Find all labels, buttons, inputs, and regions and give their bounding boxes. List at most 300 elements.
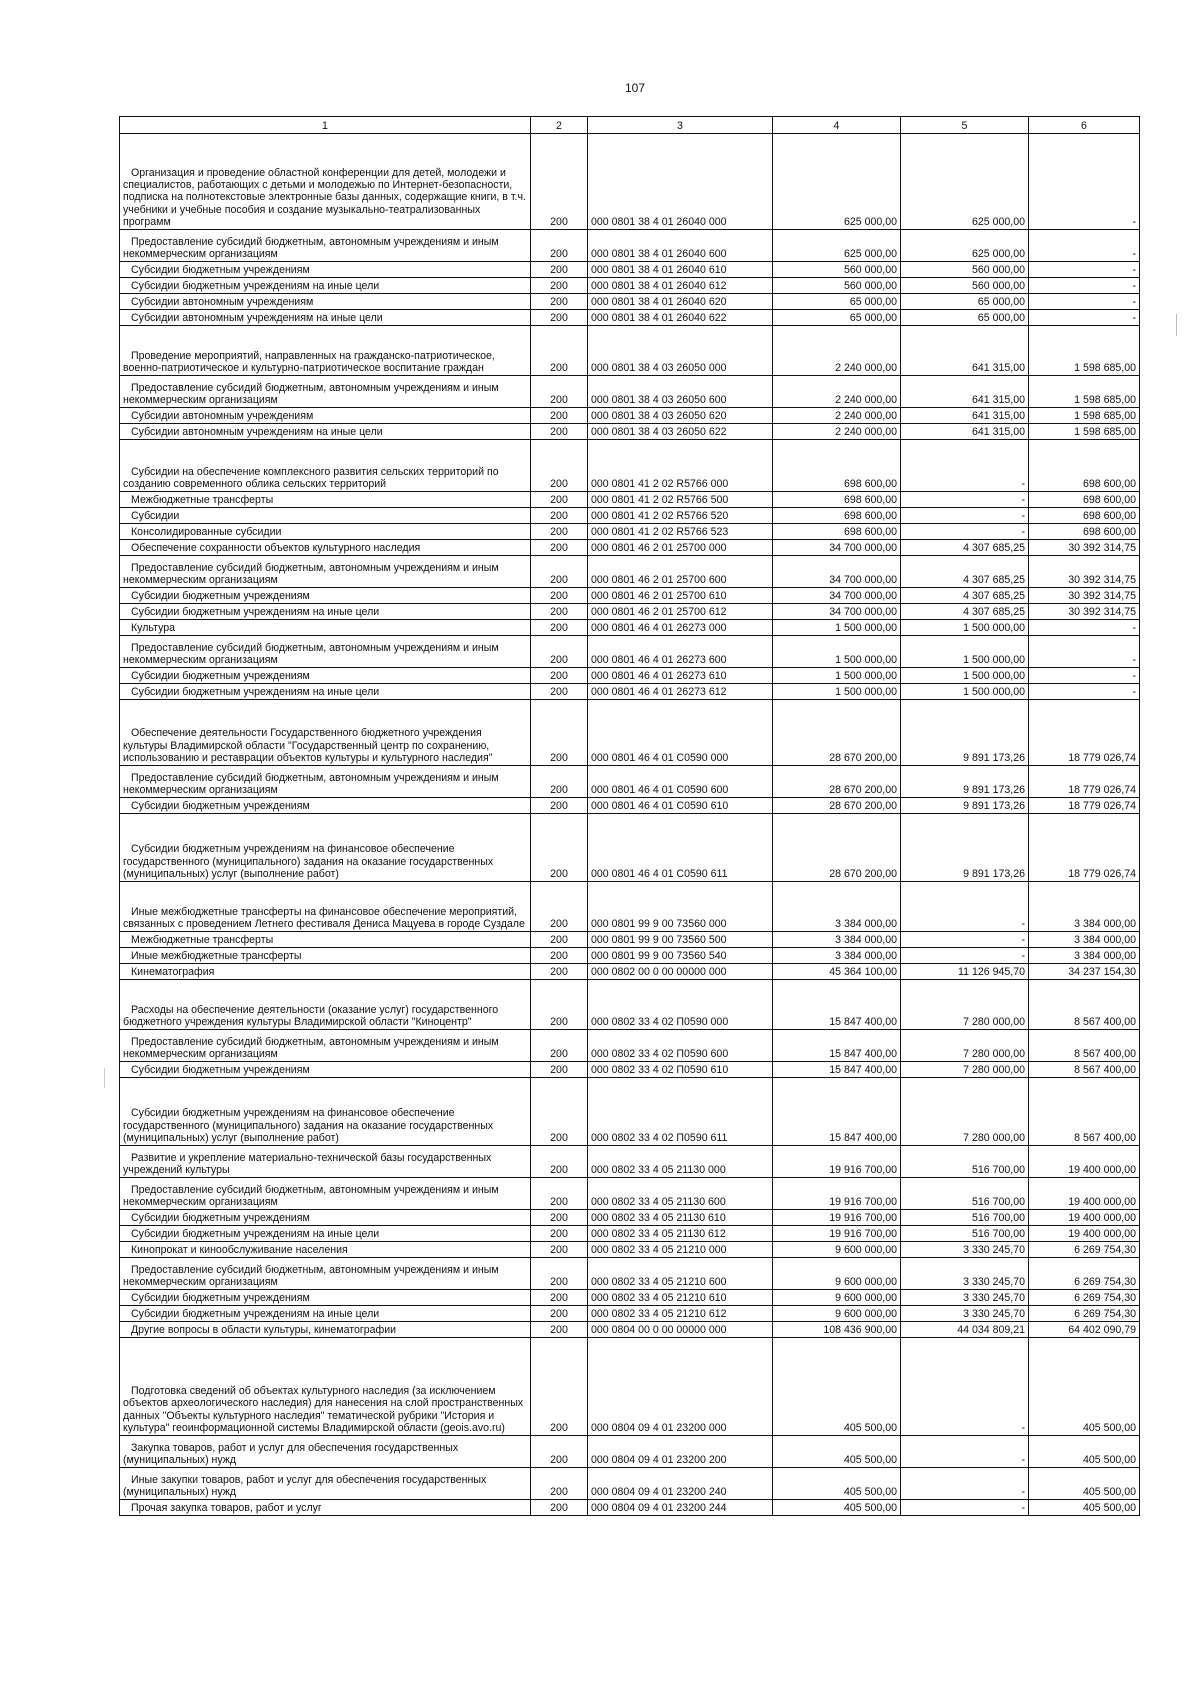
- row-name-cell: Субсидии бюджетным учреждениям: [120, 798, 531, 814]
- row-value-col4-cell: 698 600,00: [773, 492, 901, 508]
- row-classification-code-cell: 000 0801 46 4 01 26273 600: [588, 636, 773, 668]
- row-value-col4-cell: 405 500,00: [773, 1436, 901, 1468]
- row-value-col4-cell: 405 500,00: [773, 1468, 901, 1500]
- row-value-col5-cell: 641 315,00: [901, 408, 1029, 424]
- row-value-col5-cell: 516 700,00: [901, 1210, 1029, 1226]
- table-row: [120, 524, 1140, 540]
- row-value-col5-cell: 11 126 945,70: [901, 964, 1029, 980]
- row-value-col5-cell: 9 891 173,26: [901, 700, 1029, 766]
- table-row: [120, 798, 1140, 814]
- row-name-cell: Кинематография: [120, 964, 531, 980]
- row-classification-code-cell: 000 0801 38 4 01 26040 610: [588, 262, 773, 278]
- row-classification-code-cell: 000 0801 41 2 02 R5766 520: [588, 508, 773, 524]
- row-value-col6-cell: 30 392 314,75: [1029, 556, 1140, 588]
- row-value-col5-cell: 3 330 245,70: [901, 1242, 1029, 1258]
- row-value-col4-cell: 698 600,00: [773, 524, 901, 540]
- row-value-col5-cell: 65 000,00: [901, 294, 1029, 310]
- row-classification-code-cell: 000 0801 41 2 02 R5766 500: [588, 492, 773, 508]
- row-value-col5-cell: 560 000,00: [901, 262, 1029, 278]
- table-row: [120, 1338, 1140, 1436]
- row-classification-code-cell: 000 0801 46 4 01 С0590 611: [588, 814, 773, 882]
- row-name-cell: Расходы на обеспечение деятельности (оказание услуг) государственного бюджетного учреждения культуры Владимирской области "Киноцентр": [120, 980, 531, 1030]
- row-name-cell: Другие вопросы в области культуры, кинематографии: [120, 1322, 531, 1338]
- row-classification-code-cell: 000 0801 38 4 01 26040 620: [588, 294, 773, 310]
- row-code-cell: 200: [531, 134, 588, 230]
- row-value-col4-cell: 19 916 700,00: [773, 1178, 901, 1210]
- row-name-cell: Обеспечение сохранности объектов культурного наследия: [120, 540, 531, 556]
- row-value-col5-cell: 641 315,00: [901, 376, 1029, 408]
- row-value-col4-cell: 560 000,00: [773, 262, 901, 278]
- row-classification-code-cell: 000 0801 38 4 01 26040 612: [588, 278, 773, 294]
- row-name-cell: Субсидии автономным учреждениям: [120, 408, 531, 424]
- row-value-col5-cell: 7 280 000,00: [901, 1078, 1029, 1146]
- row-value-col4-cell: 15 847 400,00: [773, 1030, 901, 1062]
- row-code-cell: 200: [531, 524, 588, 540]
- table-row: [120, 1306, 1140, 1322]
- row-value-col6-cell: 405 500,00: [1029, 1500, 1140, 1516]
- row-classification-code-cell: 000 0802 33 4 05 21130 612: [588, 1226, 773, 1242]
- table-row: [120, 424, 1140, 440]
- row-classification-code-cell: 000 0801 38 4 01 26040 600: [588, 230, 773, 262]
- row-name-cell: Субсидии бюджетным учреждениям: [120, 1062, 531, 1078]
- row-value-col4-cell: 698 600,00: [773, 440, 901, 492]
- row-name-cell: Субсидии бюджетным учреждениям на иные цели: [120, 604, 531, 620]
- table-row: [120, 294, 1140, 310]
- row-classification-code-cell: 000 0804 09 4 01 23200 244: [588, 1500, 773, 1516]
- row-classification-code-cell: 000 0801 46 4 01 С0590 000: [588, 700, 773, 766]
- row-value-col6-cell: 19 400 000,00: [1029, 1178, 1140, 1210]
- row-classification-code-cell: 000 0801 46 2 01 25700 600: [588, 556, 773, 588]
- row-value-col6-cell: 405 500,00: [1029, 1468, 1140, 1500]
- table-header-row: [120, 117, 1140, 134]
- row-code-cell: 200: [531, 1290, 588, 1306]
- row-code-cell: 200: [531, 814, 588, 882]
- row-classification-code-cell: 000 0801 46 2 01 25700 000: [588, 540, 773, 556]
- row-value-col4-cell: 28 670 200,00: [773, 700, 901, 766]
- row-value-col5-cell: 516 700,00: [901, 1226, 1029, 1242]
- row-value-col5-cell: 3 330 245,70: [901, 1306, 1029, 1322]
- table-row: [120, 310, 1140, 326]
- row-value-col4-cell: 625 000,00: [773, 134, 901, 230]
- scan-mark: [104, 1068, 105, 1088]
- row-name-cell: Иные межбюджетные трансферты на финансовое обеспечение мероприятий, связанных с проведением Летнего фестиваля Дениса Мацуева в городе Суздале: [120, 882, 531, 932]
- row-value-col5-cell: 516 700,00: [901, 1146, 1029, 1178]
- table-row: [120, 1062, 1140, 1078]
- scan-mark: [1176, 314, 1177, 336]
- table-row: [120, 1436, 1140, 1468]
- row-name-cell: Предоставление субсидий бюджетным, автономным учреждениям и иным некоммерческим организациям: [120, 556, 531, 588]
- row-value-col5-cell: 44 034 809,21: [901, 1322, 1029, 1338]
- row-classification-code-cell: 000 0802 33 4 05 21210 612: [588, 1306, 773, 1322]
- row-code-cell: 200: [531, 1468, 588, 1500]
- row-code-cell: 200: [531, 508, 588, 524]
- table-row: [120, 134, 1140, 230]
- row-value-col6-cell: 34 237 154,30: [1029, 964, 1140, 980]
- row-value-col4-cell: 19 916 700,00: [773, 1226, 901, 1242]
- row-code-cell: 200: [531, 636, 588, 668]
- row-classification-code-cell: 000 0801 46 4 01 26273 610: [588, 668, 773, 684]
- header-col-5: 5: [901, 117, 1029, 134]
- row-code-cell: 200: [531, 1258, 588, 1290]
- row-code-cell: 200: [531, 440, 588, 492]
- row-value-col6-cell: -: [1029, 668, 1140, 684]
- row-value-col5-cell: 1 500 000,00: [901, 668, 1029, 684]
- row-value-col4-cell: 2 240 000,00: [773, 424, 901, 440]
- row-value-col4-cell: 405 500,00: [773, 1338, 901, 1436]
- row-value-col6-cell: -: [1029, 134, 1140, 230]
- row-name-cell: Предоставление субсидий бюджетным, автономным учреждениям и иным некоммерческим организациям: [120, 1258, 531, 1290]
- row-name-cell: Субсидии бюджетным учреждениям: [120, 668, 531, 684]
- row-classification-code-cell: 000 0802 33 4 02 П0590 600: [588, 1030, 773, 1062]
- row-value-col5-cell: 9 891 173,26: [901, 798, 1029, 814]
- row-code-cell: 200: [531, 668, 588, 684]
- row-code-cell: 200: [531, 408, 588, 424]
- row-value-col5-cell: -: [901, 882, 1029, 932]
- row-value-col5-cell: -: [901, 440, 1029, 492]
- row-code-cell: 200: [531, 556, 588, 588]
- table-row: [120, 440, 1140, 492]
- row-value-col5-cell: -: [901, 1468, 1029, 1500]
- row-code-cell: 200: [531, 1338, 588, 1436]
- row-value-col4-cell: 108 436 900,00: [773, 1322, 901, 1338]
- row-value-col5-cell: 516 700,00: [901, 1178, 1029, 1210]
- row-name-cell: Субсидии бюджетным учреждениям: [120, 1290, 531, 1306]
- row-name-cell: Предоставление субсидий бюджетным, автономным учреждениям и иным некоммерческим организациям: [120, 636, 531, 668]
- row-value-col6-cell: -: [1029, 262, 1140, 278]
- row-classification-code-cell: 000 0801 41 2 02 R5766 523: [588, 524, 773, 540]
- row-code-cell: 200: [531, 964, 588, 980]
- header-col-6: 6: [1029, 117, 1140, 134]
- row-value-col4-cell: 1 500 000,00: [773, 620, 901, 636]
- table-row: [120, 948, 1140, 964]
- row-name-cell: Обеспечение деятельности Государственного бюджетного учреждения культуры Владимирской области "Государственный центр по сохранению, использованию и реставрации объектов культуры и культурного наследия": [120, 700, 531, 766]
- row-name-cell: Межбюджетные трансферты: [120, 932, 531, 948]
- table-row: [120, 814, 1140, 882]
- header-col-1: 1: [120, 117, 531, 134]
- row-value-col6-cell: 3 384 000,00: [1029, 948, 1140, 964]
- row-value-col6-cell: -: [1029, 310, 1140, 326]
- header-col-2: 2: [531, 117, 588, 134]
- row-classification-code-cell: 000 0804 09 4 01 23200 200: [588, 1436, 773, 1468]
- table-row: [120, 376, 1140, 408]
- row-name-cell: Предоставление субсидий бюджетным, автономным учреждениям и иным некоммерческим организациям: [120, 1178, 531, 1210]
- row-name-cell: Предоставление субсидий бюджетным, автономным учреждениям и иным некоммерческим организациям: [120, 766, 531, 798]
- row-classification-code-cell: 000 0802 33 4 05 21210 610: [588, 1290, 773, 1306]
- row-classification-code-cell: 000 0801 38 4 03 26050 622: [588, 424, 773, 440]
- row-value-col4-cell: 3 384 000,00: [773, 932, 901, 948]
- row-name-cell: Субсидии автономным учреждениям на иные цели: [120, 310, 531, 326]
- row-value-col4-cell: 65 000,00: [773, 294, 901, 310]
- table-row: [120, 1178, 1140, 1210]
- row-code-cell: 200: [531, 1210, 588, 1226]
- table-row: [120, 1226, 1140, 1242]
- row-value-col6-cell: -: [1029, 278, 1140, 294]
- row-value-col6-cell: 3 384 000,00: [1029, 932, 1140, 948]
- row-classification-code-cell: 000 0802 33 4 05 21130 600: [588, 1178, 773, 1210]
- row-value-col6-cell: -: [1029, 230, 1140, 262]
- row-classification-code-cell: 000 0801 38 4 01 26040 000: [588, 134, 773, 230]
- row-value-col6-cell: 6 269 754,30: [1029, 1258, 1140, 1290]
- row-classification-code-cell: 000 0801 46 4 01 26273 612: [588, 684, 773, 700]
- row-classification-code-cell: 000 0801 46 2 01 25700 612: [588, 604, 773, 620]
- row-value-col5-cell: 9 891 173,26: [901, 814, 1029, 882]
- row-value-col6-cell: 8 567 400,00: [1029, 1030, 1140, 1062]
- row-value-col4-cell: 1 500 000,00: [773, 684, 901, 700]
- row-classification-code-cell: 000 0801 99 9 00 73560 500: [588, 932, 773, 948]
- row-value-col6-cell: 1 598 685,00: [1029, 326, 1140, 376]
- table-row: [120, 1146, 1140, 1178]
- table-row: [120, 1468, 1140, 1500]
- row-code-cell: 200: [531, 492, 588, 508]
- row-classification-code-cell: 000 0802 33 4 05 21210 000: [588, 1242, 773, 1258]
- table-row: [120, 540, 1140, 556]
- row-value-col6-cell: -: [1029, 294, 1140, 310]
- row-value-col4-cell: 19 916 700,00: [773, 1210, 901, 1226]
- row-value-col4-cell: 3 384 000,00: [773, 882, 901, 932]
- row-code-cell: 200: [531, 882, 588, 932]
- row-value-col4-cell: 65 000,00: [773, 310, 901, 326]
- table-row: [120, 964, 1140, 980]
- row-name-cell: Проведение мероприятий, направленных на гражданско-патриотическое, военно-патриотическое и культурно-патриотическое воспитание граждан: [120, 326, 531, 376]
- row-value-col6-cell: -: [1029, 636, 1140, 668]
- row-classification-code-cell: 000 0801 46 4 01 26273 000: [588, 620, 773, 636]
- row-value-col4-cell: 9 600 000,00: [773, 1290, 901, 1306]
- row-value-col5-cell: 641 315,00: [901, 424, 1029, 440]
- row-value-col6-cell: 18 779 026,74: [1029, 700, 1140, 766]
- table-row: [120, 1258, 1140, 1290]
- row-code-cell: 200: [531, 798, 588, 814]
- row-value-col4-cell: 28 670 200,00: [773, 814, 901, 882]
- row-value-col4-cell: 2 240 000,00: [773, 408, 901, 424]
- row-code-cell: 200: [531, 620, 588, 636]
- row-value-col6-cell: 30 392 314,75: [1029, 588, 1140, 604]
- row-value-col4-cell: 9 600 000,00: [773, 1258, 901, 1290]
- row-name-cell: Предоставление субсидий бюджетным, автономным учреждениям и иным некоммерческим организациям: [120, 376, 531, 408]
- row-value-col5-cell: 4 307 685,25: [901, 540, 1029, 556]
- row-value-col4-cell: 698 600,00: [773, 508, 901, 524]
- row-code-cell: 200: [531, 294, 588, 310]
- row-code-cell: 200: [531, 326, 588, 376]
- row-classification-code-cell: 000 0804 00 0 00 00000 000: [588, 1322, 773, 1338]
- row-name-cell: Субсидии бюджетным учреждениям на финансовое обеспечение государственного (муниципального) задания на оказание государственных (муниципальных) услуг (выполнение работ): [120, 1078, 531, 1146]
- header-col-4: 4: [773, 117, 901, 134]
- row-code-cell: 200: [531, 376, 588, 408]
- table-row: [120, 326, 1140, 376]
- table-row: [120, 588, 1140, 604]
- row-name-cell: Субсидии: [120, 508, 531, 524]
- row-value-col5-cell: 1 500 000,00: [901, 684, 1029, 700]
- row-classification-code-cell: 000 0804 09 4 01 23200 240: [588, 1468, 773, 1500]
- row-value-col6-cell: 1 598 685,00: [1029, 408, 1140, 424]
- header-col-3: 3: [588, 117, 773, 134]
- row-code-cell: 200: [531, 1030, 588, 1062]
- row-classification-code-cell: 000 0802 33 4 05 21210 600: [588, 1258, 773, 1290]
- row-code-cell: 200: [531, 948, 588, 964]
- table-row: [120, 1210, 1140, 1226]
- row-code-cell: 200: [531, 1306, 588, 1322]
- row-value-col4-cell: 34 700 000,00: [773, 556, 901, 588]
- row-value-col4-cell: 1 500 000,00: [773, 636, 901, 668]
- row-name-cell: Субсидии автономным учреждениям на иные цели: [120, 424, 531, 440]
- row-name-cell: Организация и проведение областной конференции для детей, молодежи и специалистов, работающих с детьми и молодежью по Интернет-безопасности, подписка на полнотекстовые электронные базы данных, содержащие книги, в т.ч. учебники и учебные пособия и создание музыкально-театрализованных программ: [120, 134, 531, 230]
- table-row: [120, 492, 1140, 508]
- row-classification-code-cell: 000 0802 00 0 00 00000 000: [588, 964, 773, 980]
- row-code-cell: 200: [531, 604, 588, 620]
- row-value-col6-cell: -: [1029, 684, 1140, 700]
- row-classification-code-cell: 000 0801 99 9 00 73560 000: [588, 882, 773, 932]
- row-code-cell: 200: [531, 766, 588, 798]
- row-name-cell: Субсидии бюджетным учреждениям на иные цели: [120, 278, 531, 294]
- row-value-col4-cell: 28 670 200,00: [773, 798, 901, 814]
- table-row: [120, 1290, 1140, 1306]
- row-value-col6-cell: 698 600,00: [1029, 492, 1140, 508]
- table-row: [120, 668, 1140, 684]
- table-row: [120, 620, 1140, 636]
- row-classification-code-cell: 000 0801 38 4 03 26050 620: [588, 408, 773, 424]
- row-code-cell: 200: [531, 1062, 588, 1078]
- row-value-col6-cell: 8 567 400,00: [1029, 1078, 1140, 1146]
- row-value-col5-cell: 4 307 685,25: [901, 604, 1029, 620]
- row-name-cell: Субсидии на обеспечение комплексного развития сельских территорий по созданию современного облика сельских территорий: [120, 440, 531, 492]
- table-row: [120, 1242, 1140, 1258]
- row-code-cell: 200: [531, 1226, 588, 1242]
- row-classification-code-cell: 000 0804 09 4 01 23200 000: [588, 1338, 773, 1436]
- table-row: [120, 766, 1140, 798]
- row-value-col5-cell: 625 000,00: [901, 230, 1029, 262]
- table-body: [120, 134, 1140, 1516]
- row-value-col4-cell: 15 847 400,00: [773, 980, 901, 1030]
- row-value-col5-cell: 641 315,00: [901, 326, 1029, 376]
- table-row: [120, 882, 1140, 932]
- row-value-col6-cell: 1 598 685,00: [1029, 424, 1140, 440]
- row-value-col6-cell: 30 392 314,75: [1029, 540, 1140, 556]
- row-code-cell: 200: [531, 1078, 588, 1146]
- row-name-cell: Субсидии бюджетным учреждениям: [120, 262, 531, 278]
- row-value-col6-cell: 18 779 026,74: [1029, 814, 1140, 882]
- row-value-col6-cell: 3 384 000,00: [1029, 882, 1140, 932]
- row-value-col6-cell: 405 500,00: [1029, 1436, 1140, 1468]
- row-name-cell: Субсидии бюджетным учреждениям на финансовое обеспечение государственного (муниципального) задания на оказание государственных (муниципальных) услуг (выполнение работ): [120, 814, 531, 882]
- row-name-cell: Предоставление субсидий бюджетным, автономным учреждениям и иным некоммерческим организациям: [120, 230, 531, 262]
- row-classification-code-cell: 000 0801 38 4 03 26050 600: [588, 376, 773, 408]
- row-name-cell: Субсидии бюджетным учреждениям: [120, 588, 531, 604]
- row-value-col4-cell: 9 600 000,00: [773, 1242, 901, 1258]
- row-value-col4-cell: 9 600 000,00: [773, 1306, 901, 1322]
- row-code-cell: 200: [531, 1322, 588, 1338]
- row-value-col5-cell: 65 000,00: [901, 310, 1029, 326]
- row-value-col4-cell: 19 916 700,00: [773, 1146, 901, 1178]
- row-value-col4-cell: 28 670 200,00: [773, 766, 901, 798]
- table-row: [120, 1078, 1140, 1146]
- row-value-col4-cell: 34 700 000,00: [773, 604, 901, 620]
- row-code-cell: 200: [531, 684, 588, 700]
- row-value-col5-cell: 3 330 245,70: [901, 1258, 1029, 1290]
- row-value-col4-cell: 625 000,00: [773, 230, 901, 262]
- row-name-cell: Подготовка сведений об объектах культурного наследия (за исключением объектов археологического наследия) для нанесения на слой пространственных данных "Объекты культурного наследия" тематической рубрики "История и культура" геоинформационной системы Владимирской области (geois.avo.ru): [120, 1338, 531, 1436]
- row-value-col6-cell: 6 269 754,30: [1029, 1306, 1140, 1322]
- row-name-cell: Иные закупки товаров, работ и услуг для обеспечения государственных (муниципальных) нужд: [120, 1468, 531, 1500]
- row-value-col5-cell: 7 280 000,00: [901, 980, 1029, 1030]
- table-row: [120, 980, 1140, 1030]
- table-row: [120, 1030, 1140, 1062]
- table-row: [120, 230, 1140, 262]
- row-value-col6-cell: 8 567 400,00: [1029, 1062, 1140, 1078]
- row-value-col4-cell: 34 700 000,00: [773, 540, 901, 556]
- page-number: 107: [624, 81, 646, 95]
- row-value-col4-cell: 45 364 100,00: [773, 964, 901, 980]
- row-value-col5-cell: 4 307 685,25: [901, 556, 1029, 588]
- row-value-col5-cell: -: [901, 948, 1029, 964]
- row-name-cell: Субсидии бюджетным учреждениям: [120, 1210, 531, 1226]
- table-row: [120, 700, 1140, 766]
- row-name-cell: Межбюджетные трансферты: [120, 492, 531, 508]
- row-value-col5-cell: 1 500 000,00: [901, 636, 1029, 668]
- row-value-col5-cell: -: [901, 508, 1029, 524]
- row-name-cell: Предоставление субсидий бюджетным, автономным учреждениям и иным некоммерческим организациям: [120, 1030, 531, 1062]
- row-classification-code-cell: 000 0801 46 2 01 25700 610: [588, 588, 773, 604]
- row-code-cell: 200: [531, 1146, 588, 1178]
- row-value-col6-cell: 19 400 000,00: [1029, 1146, 1140, 1178]
- row-value-col6-cell: 8 567 400,00: [1029, 980, 1140, 1030]
- row-value-col4-cell: 15 847 400,00: [773, 1062, 901, 1078]
- row-value-col6-cell: 19 400 000,00: [1029, 1226, 1140, 1242]
- row-value-col4-cell: 15 847 400,00: [773, 1078, 901, 1146]
- row-code-cell: 200: [531, 588, 588, 604]
- row-classification-code-cell: 000 0801 99 9 00 73560 540: [588, 948, 773, 964]
- row-value-col5-cell: 4 307 685,25: [901, 588, 1029, 604]
- row-name-cell: Иные межбюджетные трансферты: [120, 948, 531, 964]
- row-name-cell: Прочая закупка товаров, работ и услуг: [120, 1500, 531, 1516]
- row-name-cell: Субсидии бюджетным учреждениям на иные цели: [120, 1306, 531, 1322]
- table-row: [120, 556, 1140, 588]
- row-value-col5-cell: -: [901, 932, 1029, 948]
- row-value-col4-cell: 1 500 000,00: [773, 668, 901, 684]
- row-value-col6-cell: 698 600,00: [1029, 440, 1140, 492]
- table-row: [120, 408, 1140, 424]
- row-code-cell: 200: [531, 980, 588, 1030]
- row-code-cell: 200: [531, 278, 588, 294]
- row-code-cell: 200: [531, 1500, 588, 1516]
- row-value-col5-cell: -: [901, 1436, 1029, 1468]
- table-row: [120, 1322, 1140, 1338]
- row-code-cell: 200: [531, 310, 588, 326]
- row-classification-code-cell: 000 0802 33 4 02 П0590 610: [588, 1062, 773, 1078]
- row-value-col6-cell: 1 598 685,00: [1029, 376, 1140, 408]
- row-code-cell: 200: [531, 424, 588, 440]
- row-value-col6-cell: 6 269 754,30: [1029, 1290, 1140, 1306]
- row-code-cell: 200: [531, 540, 588, 556]
- row-classification-code-cell: 000 0802 33 4 05 21130 610: [588, 1210, 773, 1226]
- row-value-col6-cell: 30 392 314,75: [1029, 604, 1140, 620]
- row-value-col5-cell: 9 891 173,26: [901, 766, 1029, 798]
- row-code-cell: 200: [531, 262, 588, 278]
- table-row: [120, 262, 1140, 278]
- row-value-col4-cell: 2 240 000,00: [773, 376, 901, 408]
- row-value-col6-cell: 698 600,00: [1029, 508, 1140, 524]
- row-classification-code-cell: 000 0802 33 4 02 П0590 000: [588, 980, 773, 1030]
- row-value-col5-cell: 7 280 000,00: [901, 1062, 1029, 1078]
- row-code-cell: 200: [531, 1242, 588, 1258]
- row-value-col6-cell: 6 269 754,30: [1029, 1242, 1140, 1258]
- row-value-col6-cell: 698 600,00: [1029, 524, 1140, 540]
- row-classification-code-cell: 000 0802 33 4 05 21130 000: [588, 1146, 773, 1178]
- table-row: [120, 278, 1140, 294]
- row-name-cell: Субсидии бюджетным учреждениям на иные цели: [120, 1226, 531, 1242]
- budget-sheet: [119, 116, 1139, 1516]
- row-value-col4-cell: 560 000,00: [773, 278, 901, 294]
- row-value-col4-cell: 34 700 000,00: [773, 588, 901, 604]
- budget-table: [119, 116, 1140, 1516]
